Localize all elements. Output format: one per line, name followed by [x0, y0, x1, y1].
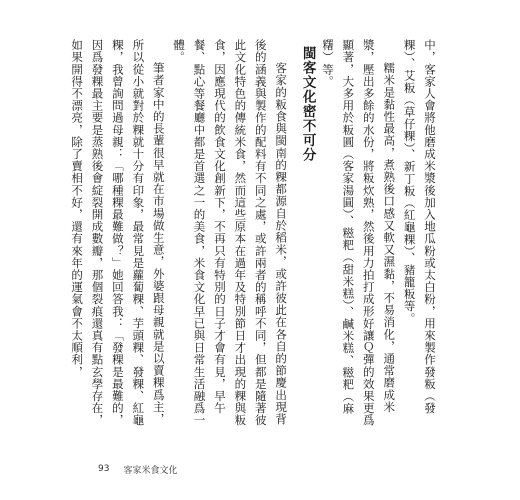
- page-number: 93: [98, 464, 110, 474]
- running-title: 客家米食文化: [123, 465, 178, 476]
- paragraph-glutinous-rice: 糯米是黏性最高，煮熟後口感又軟又濕黏，不易消化，通常磨成米漿，壓出多餘的水份，將粄炊熟，然後用力拍打成形好讓Ｑ彈的效果更爲顯著，大多用於粄圓（客家湯圓）、糍粑（甜米糕）、鹹米糕、糍粑（麻糬）等。: [320, 39, 397, 427]
- paragraph-culture: 客家的粄食與閩南的粿都源自於稻米，或許彼此在各自的節慶出現背後的涵義與製作的配料有不同之處，或許兩者的稱呼不同，但都是隨著彼此文化特色的傳統米食，然而這些原本在過年及特別節日才出現的粿與粄食，因應現代的飲食文化創新下，不再只有特別的日子才會有見，早午餐、點心等餐廳中都是首選之一的美食，米食文化早已與日常生活融爲一體。: [172, 39, 289, 427]
- page-footer: [98, 462, 177, 476]
- paragraph-continued: 中，客家人會將他磨成米漿後加入地瓜粉或太白粉，用來製作發粄（發粿）、艾粄（草仔粿）、新丁粄（紅龜粿）、豬籠粄等。: [402, 39, 437, 415]
- section-heading: 閩客文化密不可分: [299, 45, 316, 162]
- paragraph-author-family: 筆者家中的長輩很早就在市場做生意，外婆跟母親就是以賣粿爲主，所以從小就對於粿就十分有印象，最常見是蘿蔔粿、芋頭粿、發粿、紅龜粿，我曾詢問過母親：「哪種粿最難做？」她回答我：「發粿是最難的，因爲發粿最主要是蒸熟後會綻裂開成數瓣，那個裂痕還真有點玄學存在，如果開得不漂亮，除了賣相不好，還有來年的運氣會不太順利，: [70, 39, 166, 427]
- vertical-text-body: [70, 39, 440, 429]
